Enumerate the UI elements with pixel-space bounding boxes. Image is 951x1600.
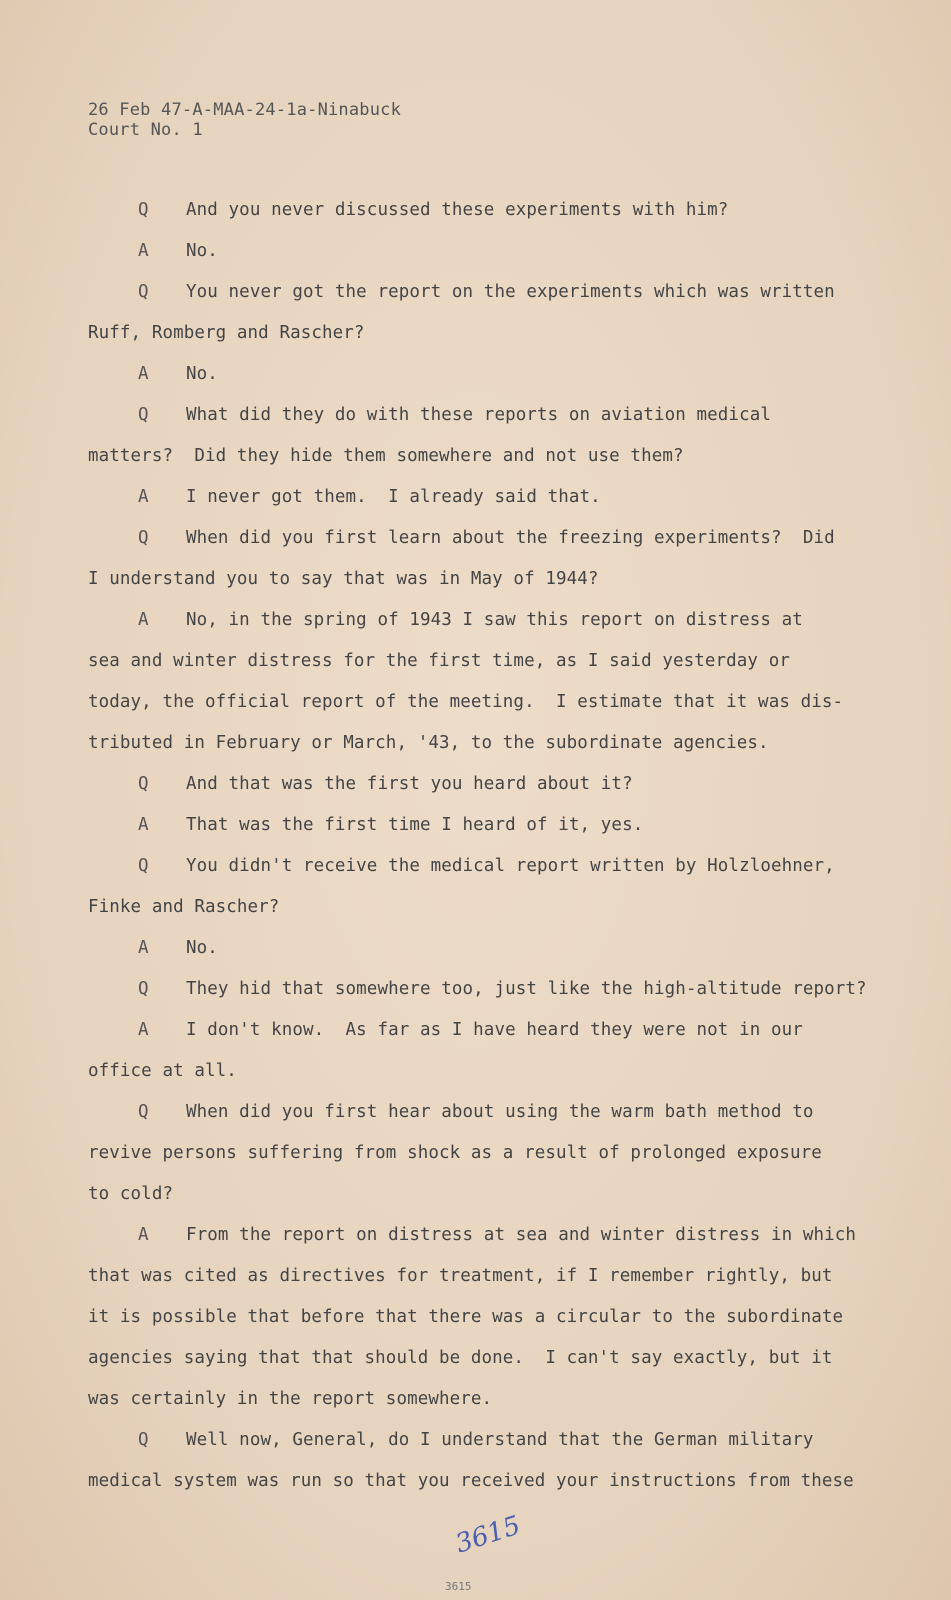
faint-page-number: 3615 (445, 1580, 472, 1593)
speaker-label: A (138, 610, 149, 630)
transcript-line: tributed in February or March, '43, to the subordinate agencies. (88, 733, 769, 753)
speaker-label: A (138, 241, 149, 261)
transcript-line: You never got the report on the experiments which was written (186, 282, 835, 302)
transcript-line: to cold? (88, 1184, 174, 1204)
transcript-line: medical system was run so that you received your instructions from these (88, 1471, 854, 1491)
transcript-line: You didn't receive the medical report written by Holzloehner, (186, 856, 835, 876)
transcript-line: it is possible that before that there was a circular to the subordinate (88, 1307, 844, 1327)
transcript-line: Ruff, Romberg and Rascher? (88, 323, 365, 343)
speaker-label: A (138, 1225, 149, 1245)
speaker-label: A (138, 1020, 149, 1040)
speaker-label: Q (138, 282, 149, 302)
speaker-label: Q (138, 405, 149, 425)
transcript-line: And you never discussed these experiments with him? (186, 200, 729, 220)
speaker-label: Q (138, 856, 149, 876)
speaker-label: Q (138, 200, 149, 220)
handwritten-page-number: 3615 (451, 1510, 525, 1560)
transcript-line: No. (186, 364, 218, 384)
speaker-label: A (138, 815, 149, 835)
transcript-line: When did you first hear about using the warm bath method to (186, 1102, 814, 1122)
speaker-label: A (138, 364, 149, 384)
transcript-line: From the report on distress at sea and winter distress in which (186, 1225, 857, 1245)
transcript-line: sea and winter distress for the first time, as I said yesterday or (88, 651, 790, 671)
transcript-line: No. (186, 241, 218, 261)
transcript-line: revive persons suffering from shock as a result of prolonged exposure (88, 1143, 822, 1163)
speaker-label: Q (138, 528, 149, 548)
speaker-label: Q (138, 979, 149, 999)
transcript-line: I understand you to say that was in May of 1944? (88, 569, 599, 589)
transcript-line: Finke and Rascher? (88, 897, 280, 917)
speaker-label: A (138, 487, 149, 507)
transcript-line: I don't know. As far as I have heard they were not in our (186, 1020, 803, 1040)
transcript-line: And that was the first you heard about it? (186, 774, 633, 794)
transcript-line: agencies saying that that should be done. I can't say exactly, but it (88, 1348, 833, 1368)
transcript-line: No. (186, 938, 218, 958)
speaker-label: Q (138, 774, 149, 794)
transcript-line: was certainly in the report somewhere. (88, 1389, 493, 1409)
transcript-line: They hid that somewhere too, just like the high-altitude report? (186, 979, 867, 999)
transcript-line: What did they do with these reports on aviation medical (186, 405, 771, 425)
transcript-line: matters? Did they hide them somewhere and not use them? (88, 446, 684, 466)
transcript-line: No, in the spring of 1943 I saw this report on distress at (186, 610, 803, 630)
speaker-label: Q (138, 1102, 149, 1122)
transcript-line: office at all. (88, 1061, 237, 1081)
transcript-line: That was the first time I heard of it, yes. (186, 815, 644, 835)
transcript-line: I never got them. I already said that. (186, 487, 601, 507)
header-line-2: Court No. 1 (88, 120, 203, 140)
transcript-line: today, the official report of the meeting. I estimate that it was dis- (88, 692, 844, 712)
header-line-1: 26 Feb 47-A-MAA-24-1a-Ninabuck (88, 100, 402, 120)
transcript-line: When did you first learn about the freezing experiments? Did (186, 528, 835, 548)
transcript-line: Well now, General, do I understand that the German military (186, 1430, 814, 1450)
speaker-label: Q (138, 1430, 149, 1450)
transcript-line: that was cited as directives for treatment, if I remember rightly, but (88, 1266, 833, 1286)
speaker-label: A (138, 938, 149, 958)
